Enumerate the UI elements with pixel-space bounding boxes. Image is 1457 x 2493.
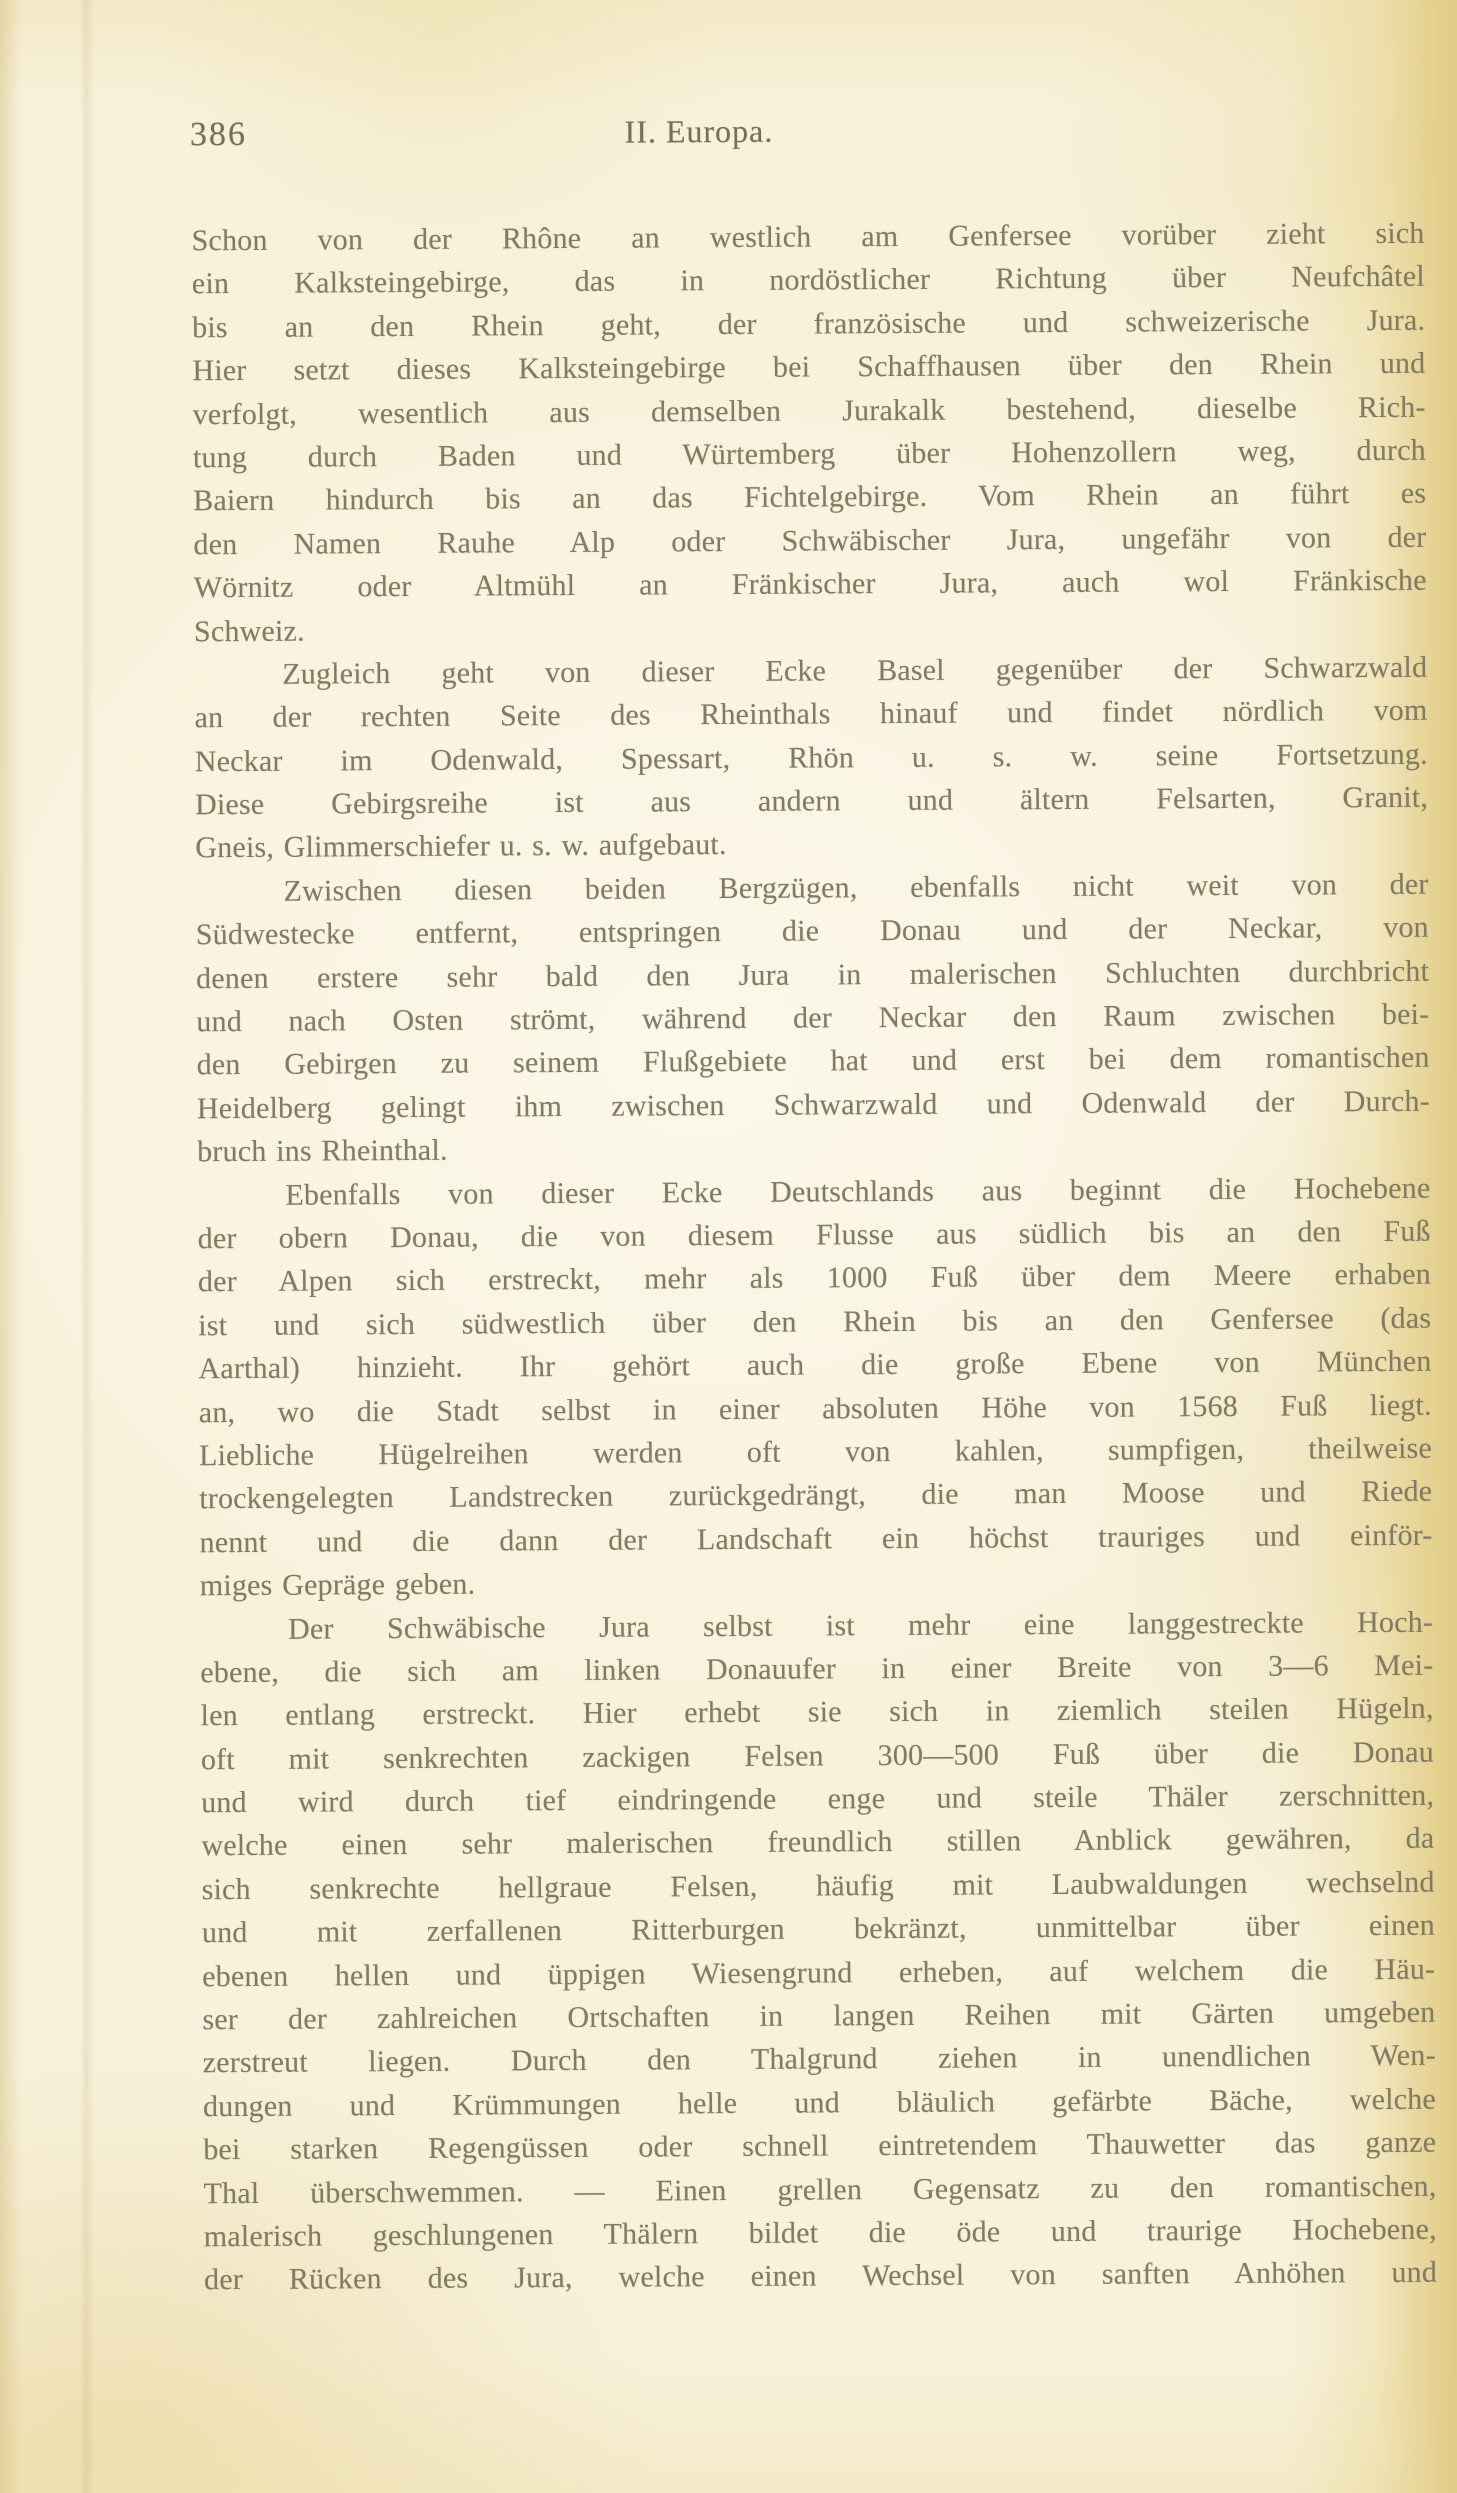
text-line: und mit zerfallenen Ritterburgen bekränzt, unmittelbar über einen: [201, 1908, 1436, 1950]
page-number: 386: [189, 115, 248, 154]
text-line: Zugleich geht von dieser Ecke Basel gegenüber der Schwarzwald: [282, 650, 1428, 691]
text-line: welche einen sehr malerischen freundlich stillen Anblick gewähren, da: [201, 1822, 1435, 1863]
text-line: Thal überschwemmen. — Einen grellen Gegensatz zu den romantischen,: [203, 2169, 1437, 2210]
text-line: len entlang erstreckt. Hier erhebt sie sich in ziemlich steilen Hügeln,: [200, 1691, 1434, 1733]
text-line: Aarthal) hinzieht. Ihr gehört auch die große Ebene von München: [198, 1344, 1432, 1386]
text-line: Gneis, Glimmerschiefer u. s. w. aufgebaut.: [195, 828, 727, 865]
text-line: Schweiz.: [193, 614, 305, 648]
text-line: nennt und die dann der Landschaft ein höchst trauriges und einför-: [199, 1518, 1433, 1559]
text-line: Südwestecke entfernt, entspringen die Donau und der Neckar, von: [195, 910, 1429, 952]
text-line: tung durch Baden und Würtemberg über Hohenzollern weg, durch: [192, 433, 1427, 475]
text-line: an der rechten Seite des Rheinthals hinauf und findet nördlich vom: [194, 694, 1428, 735]
paragraph: [191, 212, 1427, 653]
text-line: Zwischen diesen beiden Bergzügen, ebenfalls nicht weit von der: [283, 867, 1429, 908]
text-line: der Alpen sich erstreckt, mehr als 1000 Fuß über dem Meere erhaben: [197, 1258, 1432, 1299]
text-line: ein Kalksteingebirge, das in nordöstlicher Richtung über Neufchâtel: [191, 260, 1425, 301]
text-line: Hier setzt dieses Kalksteingebirge bei Schaffhausen über den Rhein und: [192, 346, 1426, 388]
running-head: [0, 109, 1404, 164]
page-text: [191, 212, 1437, 2302]
text-line: an, wo die Stadt selbst in einer absoluten Höhe von 1568 Fuß liegt.: [198, 1388, 1432, 1429]
text-line: denen erstere sehr bald den Jura in malerischen Schluchten durchbricht: [196, 954, 1430, 995]
text-line: der Rücken des Jura, welche einen Wechsel von sanften Anhöhen und: [203, 2256, 1438, 2297]
chapter-running-title: II. Europa.: [624, 112, 774, 150]
text-line: ebenen hellen und üppigen Wiesengrund erheben, auf welchem die Häu-: [202, 1952, 1436, 1993]
paragraph: [194, 646, 1428, 870]
text-line: miges Gepräge geben.: [199, 1567, 476, 1603]
text-line: sich senkrechte hellgraue Felsen, häufig mit Laubwaldungen wechselnd: [201, 1865, 1435, 1907]
text-line: ser der zahlreichen Ortschaften in langen Reihen mit Gärten umgeben: [202, 1995, 1436, 2037]
text-line: den Namen Rauhe Alp oder Schwäbischer Jura, ungefähr von der: [193, 520, 1427, 561]
text-line: bruch ins Rheinthal.: [197, 1133, 448, 1169]
text-line: malerisch geschlungenen Thälern bildet die öde und traurige Hochebene,: [203, 2212, 1437, 2254]
text-line: Liebliche Hügelreihen werden oft von kahlen, sumpfigen, theilweise: [198, 1431, 1433, 1473]
paragraph: [197, 1166, 1433, 1607]
text-line: Der Schwäbische Jura selbst ist mehr eine langgestreckte Hoch-: [287, 1605, 1434, 1646]
text-line: dungen und Krümmungen helle und bläulich gefärbte Bäche, welche: [202, 2082, 1437, 2124]
text-line: bis an den Rhein geht, der französische und schweizerische Jura.: [192, 303, 1426, 345]
text-line: Ebenfalls von dieser Ecke Deutschlands aus beginnt die Hochebene: [285, 1171, 1431, 1212]
text-line: und wird durch tief eindringende enge und steile Thäler zerschnitten,: [201, 1778, 1435, 1820]
paragraph: [200, 1600, 1437, 2302]
text-line: bei starken Regengüssen oder schnell eintretendem Thauwetter das ganze: [203, 2125, 1437, 2167]
text-line: Heidelberg gelingt ihm zwischen Schwarzwald und Odenwald der Durch-: [196, 1084, 1430, 1126]
text-line: ebene, die sich am linken Donauufer in einer Breite von 3—6 Mei-: [200, 1648, 1434, 1690]
text-line: der obern Donau, die von diesem Flusse aus südlich bis an den Fuß: [197, 1214, 1431, 1256]
text-line: zerstreut liegen. Durch den Thalgrund ziehen in unendlichen Wen-: [202, 2039, 1436, 2080]
text-line: Baiern hindurch bis an das Fichtelgebirge. Vom Rhein an führt es: [193, 477, 1427, 518]
text-line: Neckar im Odenwald, Spessart, Rhön u. s. w. seine Fortsetzung.: [194, 737, 1428, 778]
text-line: verfolgt, wesentlich aus demselben Jurakalk bestehend, dieselbe Rich-: [192, 390, 1426, 431]
text-line: Schon von der Rhône an westlich am Genfersee vorüber zieht sich: [191, 216, 1425, 258]
text-line: trockengelegten Landstrecken zurückgedrängt, die man Moose und Riede: [199, 1475, 1433, 1516]
paragraph: [195, 863, 1430, 1174]
text-line: und nach Osten strömt, während der Neckar den Raum zwischen bei-: [196, 997, 1430, 1039]
text-line: ist und sich südwestlich über den Rhein bis an den Genfersee (das: [198, 1301, 1432, 1343]
text-line: den Gebirgen zu seinem Flußgebiete hat und erst bei dem romantischen: [196, 1041, 1430, 1082]
text-line: oft mit senkrechten zackigen Felsen 300—500 Fuß über die Donau: [200, 1735, 1434, 1776]
text-line: Wörnitz oder Altmühl an Fränkischer Jura, auch wol Fränkische: [193, 563, 1427, 605]
text-line: Diese Gebirgsreihe ist aus andern und ältern Felsarten, Granit,: [194, 780, 1429, 822]
